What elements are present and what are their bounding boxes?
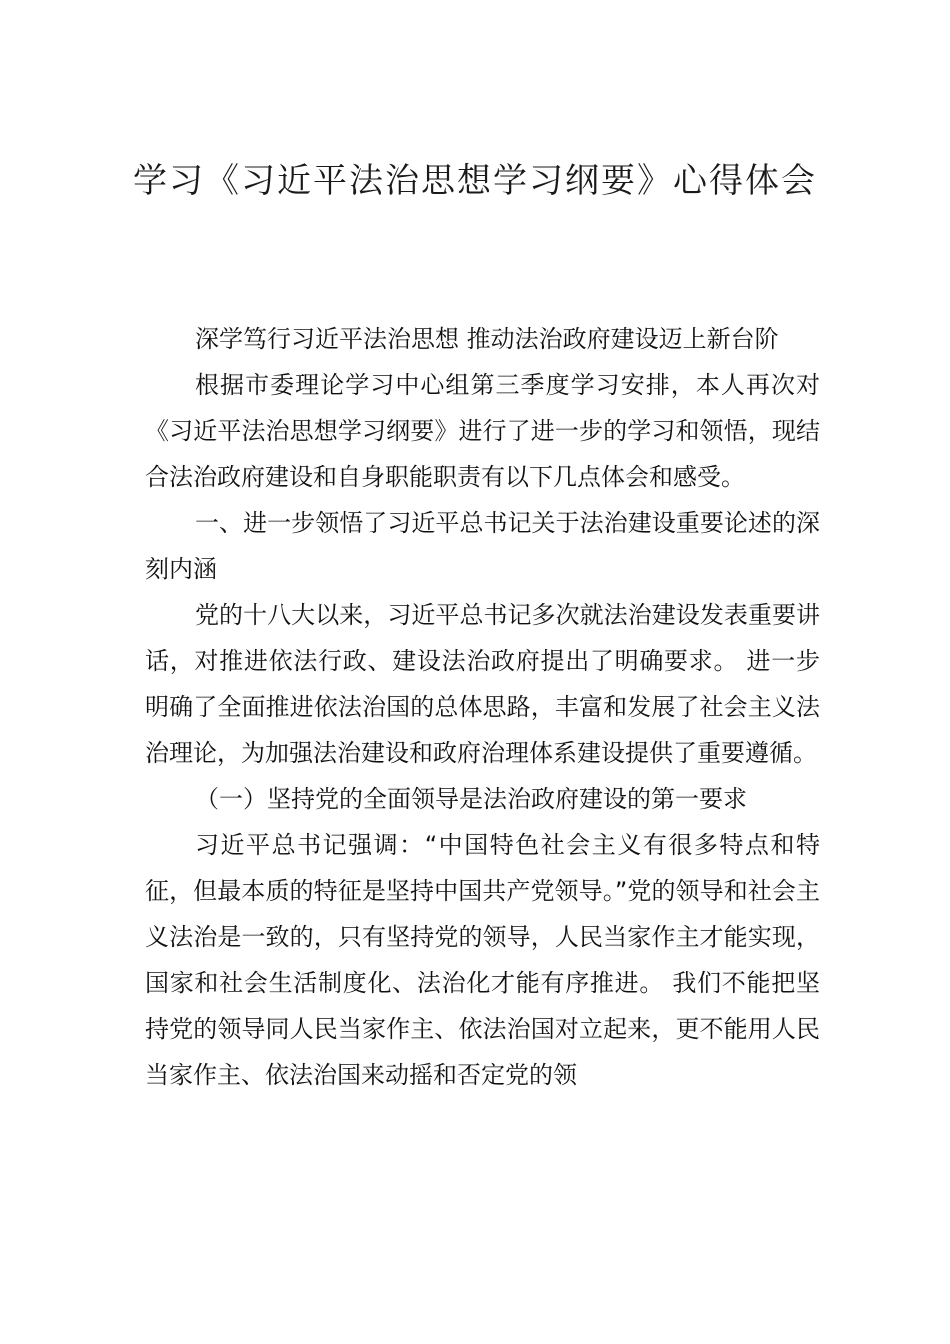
section-subtitle: 深学笃行习近平法治思想 推动法治政府建设迈上新台阶 — [195, 325, 779, 353]
section-heading-1: 一、进一步领悟了习近平总书记关于法治建设重要论述的深刻内涵 — [145, 509, 820, 583]
subsection-heading-1: （一）坚持党的全面领导是法治政府建设的第一要求 — [195, 785, 747, 813]
document-body — [145, 316, 820, 1098]
body-paragraph: 党的十八大以来，习近平总书记多次就法治建设发表重要讲话，对推进依法行政、建设法治政府提出了明确要求。 进一步明确了全面推进依法治国的总体思路，丰富和发展了社会主义法治理论，为加强法治建设和政府治理体系建设提供了重要遵循。 — [145, 601, 820, 767]
document-title: 学习《习近平法治思想学习纲要》心得体会 — [133, 161, 817, 201]
intro-paragraph: 根据市委理论学习中心组第三季度学习安排，本人再次对《习近平法治思想学习纲要》进行了进一步的学习和领悟，现结合法治政府建设和自身职能职责有以下几点体会和感受。 — [145, 371, 820, 491]
body-paragraph: 习近平总书记强调：“中国特色社会主义有很多特点和特征，但最本质的特征是坚持中国共产党领导。”党的领导和社会主义法治是一致的，只有坚持党的领导，人民当家作主才能实现，国家和社会生活制度化、法治化才能有序推进。 我们不能把坚持党的领导同人民当家作主、依法治国对立起来，更不能用人民当家作主、依法治国来动摇和否定党的领 — [145, 831, 820, 1089]
